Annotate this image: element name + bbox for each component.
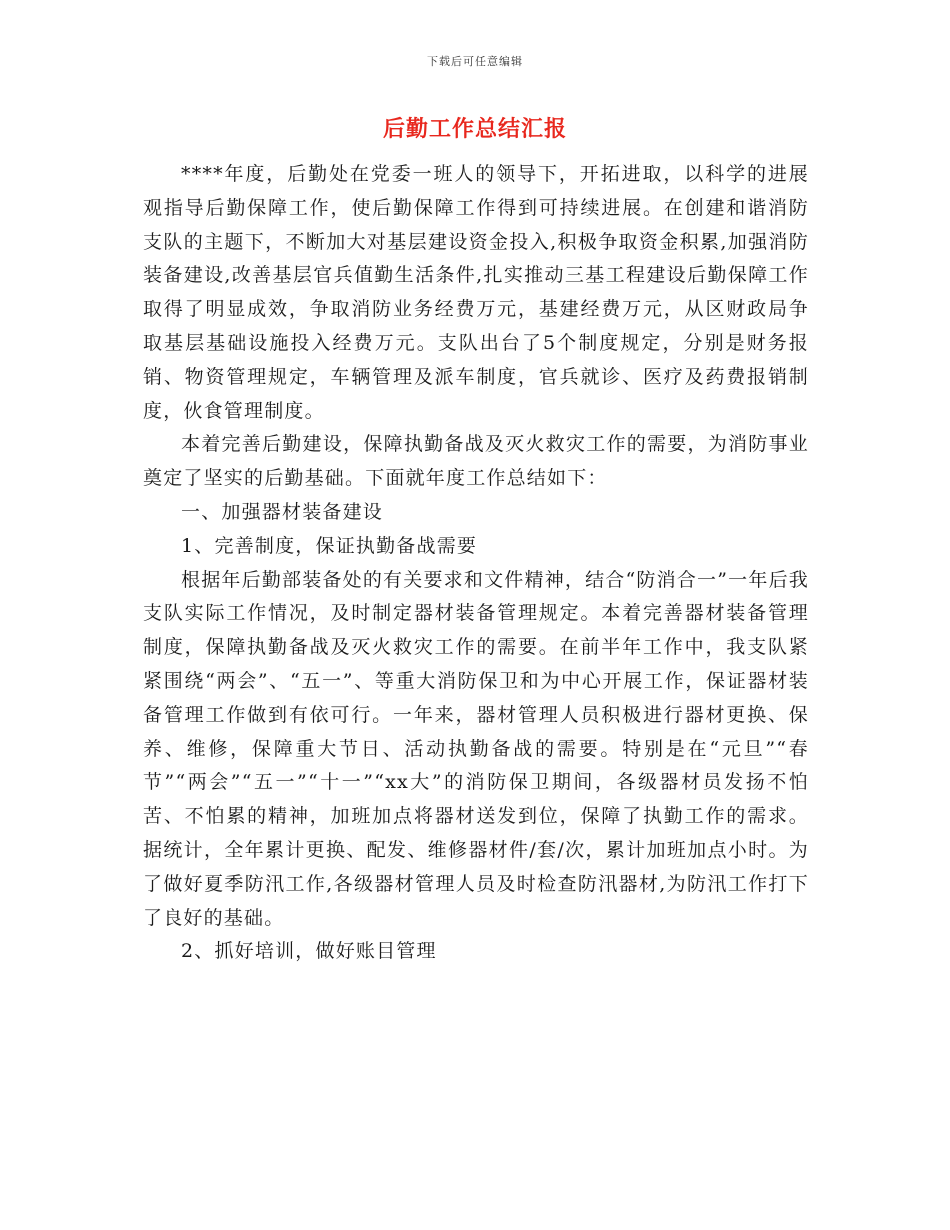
header-note: 下载后可任意编辑 [427,55,523,68]
document-title: 后勤工作总结汇报 [382,117,567,142]
document-body [143,158,809,969]
subsection-heading-1: 1、完善制度，保证执勤备战需要 [181,534,478,557]
paragraph-equipment: 根据年后勤部装备处的有关要求和文件精神，结合“防消合一”一年后我支队实际工作情况，及时制定器材装备管理规定。本着完善器材装备管理制度，保障执勤备战及灭火救灾工作的需要。在前半年工作中，我支队紧紧围绕“两会”、“五一”、等重大消防保卫和为中心开展工作，保证器材装备管理工作做到有依可行。一年来，器材管理人员积极进行器材更换、保养、维修，保障重大节日、活动执勤备战的需要。特别是在“元旦”“春节”“两会”“五一”“十一”“xx大”的消防保卫期间，各级器材员发扬不怕苦、不怕累的精神，加班加点将器材送发到位，保障了执勤工作的需求。据统计，全年累计更换、配发、维修器材件/套/次，累计加班加点小时。为了做好夏季防汛工作,各级器材管理人员及时检查防汛器材,为防汛工作打下了良好的基础。 [143,568,809,929]
paragraph-summary: 本着完善后勤建设，保障执勤备战及灭火救灾工作的需要，为消防事业奠定了坚实的后勤基础。下面就年度工作总结如下： [143,433,809,490]
paragraph-intro: ****年度，后勤处在党委一班人的领导下，开拓进取，以科学的进展观指导后勤保障工作，使后勤保障工作得到可持续进展。在创建和谐消防支队的主题下，不断加大对基层建设资金投入,积极争取资金积累,加强消防装备建设,改善基层官兵值勤生活条件,扎实推动三基工程建设后勤保障工作取得了明显成效，争取消防业务经费万元，基建经费万元，从区财政局争取基层基础设施投入经费万元。支队出台了5个制度规定，分别是财务报销、物资管理规定，车辆管理及派车制度，官兵就诊、医疗及药费报销制度，伙食管理制度。 [143,163,809,422]
subsection-heading-2: 2、抓好培训，做好账目管理 [181,940,437,963]
section-heading-1: 一、加强器材装备建设 [181,500,384,523]
